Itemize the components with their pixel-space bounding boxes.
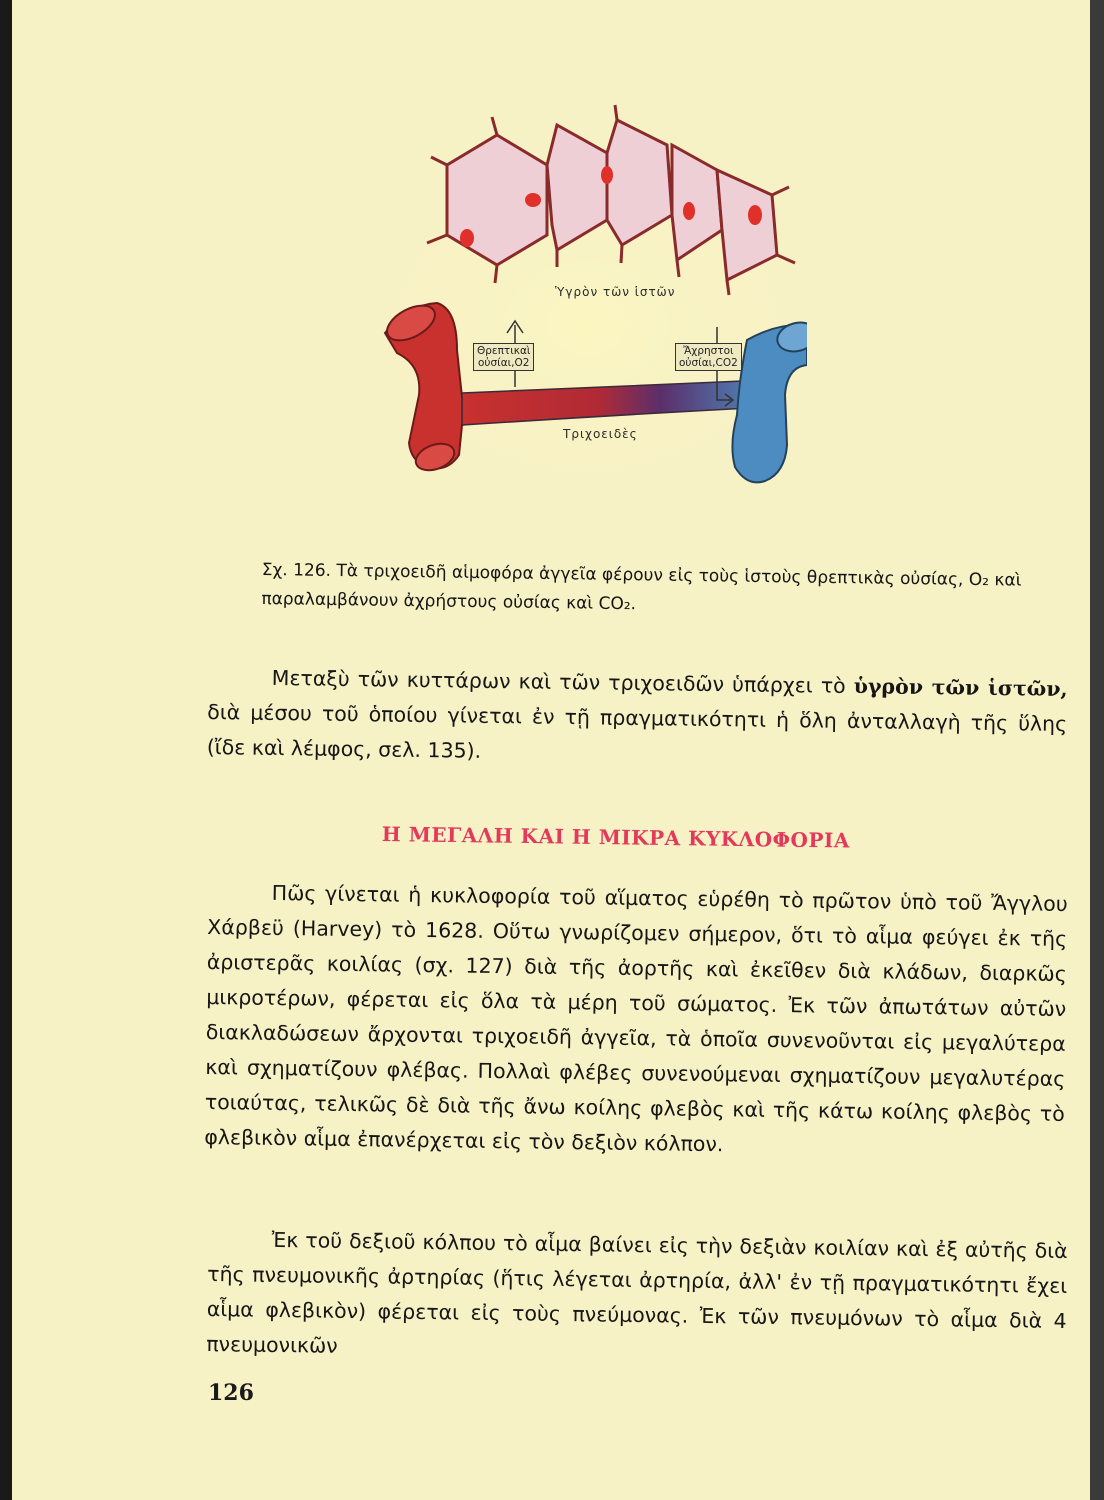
cell-nucleus [683,202,695,220]
paragraph1-after: διὰ μέσου τοῦ ὁποίου γίνεται ἐν τῇ πραγματικότητι ἡ ὅλη ἀνταλλαγὴ τῆς ὕλης (ἴδε καὶ λέμφος, σελ. 135). [206,699,1068,763]
nutrients-box [473,343,534,371]
cell-nucleus [525,193,541,207]
book-page [12,0,1104,1500]
paragraph1-bold-term: ὑγρὸν τῶν ἱστῶν, [853,674,1068,702]
paragraph-pulmonary: Ἐκ τοῦ δεξιοῦ κόλπου τὸ αἷμα βαίνει εἰς τὴν δεξιὰν κοιλίαν καὶ ἐξ αὐτῆς διὰ τῆς πνευμονικῆς ἀρτηρίας (ἥτις λέγεται ἀρτηρία, ἀλλ' ἐν τῇ πραγματικότητι ἔχει αἷμα φλεβικὸν) φέρεται εἰς τοὺς πνεύμονας. Ἐκ τῶν πνευμόνων τὸ αἷμα διὰ 4 πνευμονικῶν [206,1227,1068,1358]
capillary-diagram [367,95,807,500]
figure-caption [261,556,1052,625]
nutrients-box-line2: οὐσίαι,Ο2 [478,357,530,369]
page-number: 126 [208,1380,254,1406]
bleed-through-text [242,115,249,139]
tissue-fluid-label: Ὑγρὸν τῶν ἱστῶν [555,285,676,299]
paragraph1-before: Μεταξὺ τῶν κυττάρων καὶ τῶν τριχοειδῶν ὑπάρχει τὸ [271,665,846,698]
paragraph-tissue-fluid [207,660,1068,777]
page-edge-shadow [1090,0,1104,1500]
cell-nucleus [748,205,762,225]
waste-box [675,343,742,371]
cell-nucleus [460,229,474,247]
waste-box-line1: Ἄχρηστοι [683,345,734,357]
caption-text: Τὰ τριχοειδῆ αἱμοφόρα ἀγγεῖα φέρουν εἰς τοὺς ἱστοὺς θρεπτικὰς οὐσίας, Ο₂ καὶ παραλαμβάνουν ἀχρήστους οὐσίας καὶ CO₂. [261,561,1022,615]
waste-box-line2: οὐσίαι,CO2 [679,357,738,369]
section-heading: Η ΜΕΓΑΛΗ ΚΑΙ Η ΜΙΚΡΑ ΚΥΚΛΟΦΟΡΙΑ [381,822,851,853]
capillary-label: Τριχοειδὲς [563,427,638,441]
caption-lead: Σχ. 126. [261,559,332,581]
cell-nucleus [601,166,613,184]
nutrients-box-line1: Θρεπτικαὶ [477,345,531,357]
paragraph-circulation: Πῶς γίνεται ἡ κυκλοφορία τοῦ αἵματος εὑρέθη τὸ πρῶτον ὑπὸ τοῦ Ἄγγλου Χάρβεϋ (Harvey) τὸ 1628. Οὕτω γνωρίζομεν σήμερον, ὅτι τὸ αἷμα φεύγει ἐκ τῆς ἀριστερᾶς κοιλίας (σχ. 127) διὰ τῆς ἀορτῆς καὶ ἐκεῖθεν διὰ κλάδων, διαρκῶς μικροτέρων, φέρεται εἰς ὅλα τὰ μέρη τοῦ σώματος. Ἐκ τῶν ἀπωτάτων αὐτῶν διακλαδώσεων ἄρχονται τριχοειδῆ ἀγγεῖα, τὰ ὁποῖα συνενοῦνται εἰς μεγαλύτερα καὶ σχηματίζουν φλέβας. Πολλαὶ φλέβες συνενούμεναι σχηματίζουν μεγαλυτέρας τοιαύτας, τελικῶς δὲ διὰ τῆς ἄνω κοίλης φλεβὸς καὶ τῆς κάτω κοίλης φλεβὸς τὸ φλεβικὸν αἷμα ἐπανέρχεται εἰς τὸν δεξιὸν κόλπον. [204,880,1068,1157]
